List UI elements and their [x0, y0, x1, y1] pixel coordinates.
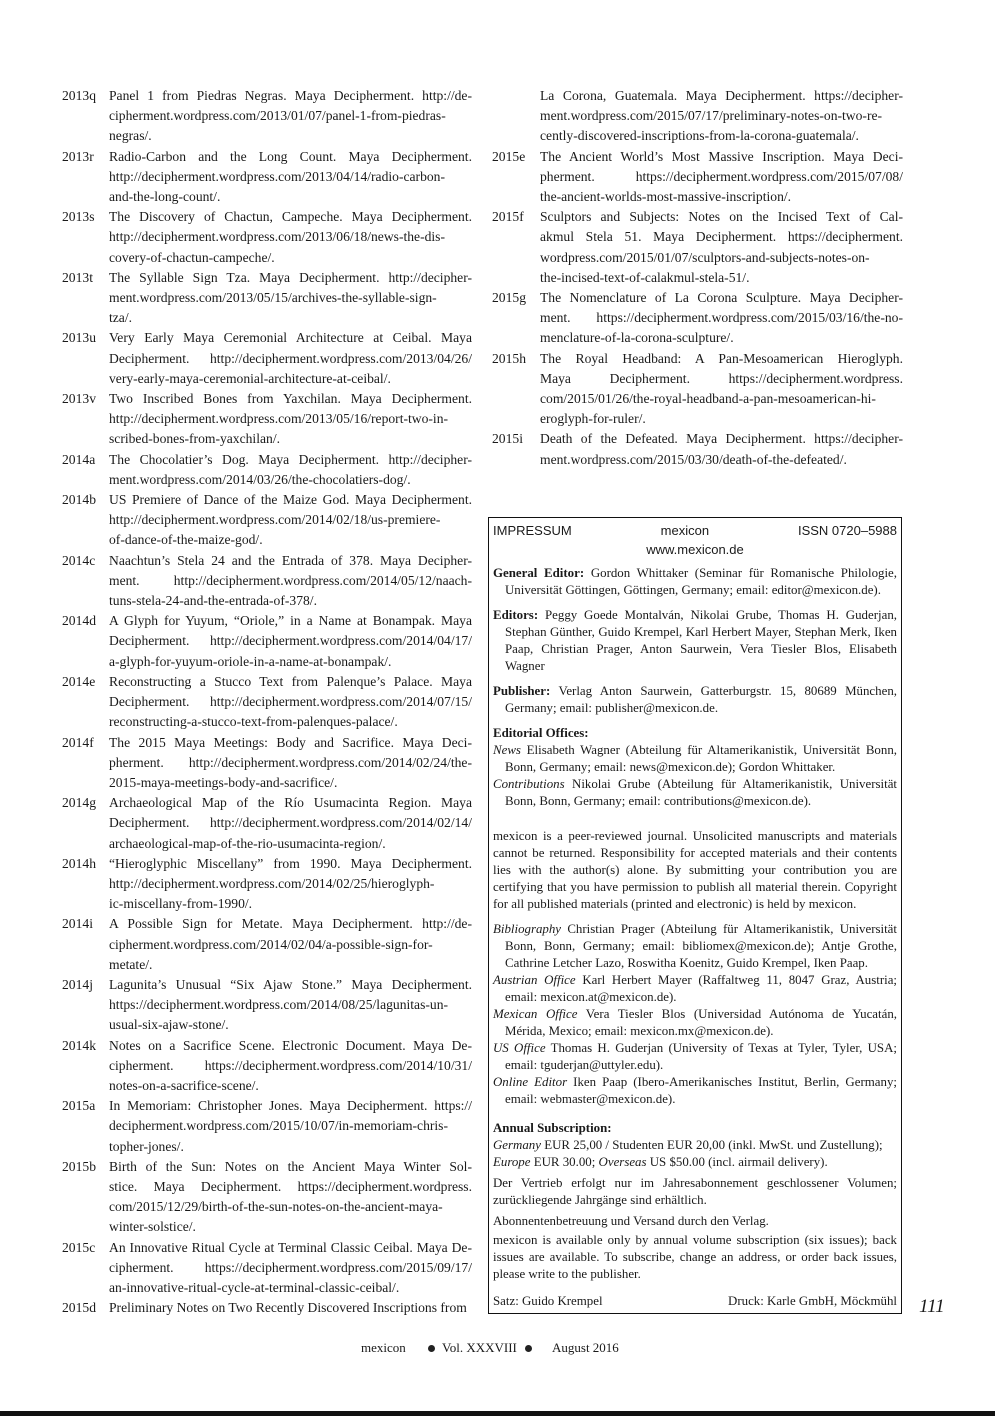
reference-entry — [62, 268, 472, 329]
reference-line: http://decipherment.wordpress.com/2013/06/18/news-the-dis- — [109, 229, 446, 245]
reference-key: 2014c — [62, 552, 96, 568]
reference-line: com/2015/12/29/birth-of-the-sun-notes-on-the-ancient-maya- — [109, 1199, 443, 1215]
reference-key: 2014j — [62, 976, 93, 992]
reference-text — [109, 268, 472, 329]
news-office: News Elisabeth Wagner (Abteilung für Altamerikanistik, Universität Bonn, Bonn, Germany; email: news@mexicon.de); Gordon Whittaker. — [493, 743, 897, 774]
reference-entry — [62, 672, 472, 733]
reference-line: eroglyph-for-ruler/. — [540, 411, 646, 427]
reference-key: 2013q — [62, 88, 96, 103]
reference-line: cently-discovered-inscriptions-from-la-corona-guatemala/. — [540, 128, 859, 144]
reference-text — [109, 1157, 472, 1238]
impressum-footer — [493, 1293, 897, 1310]
reference-key: 2013t — [62, 269, 93, 285]
reference-entry — [492, 429, 903, 469]
reference-key: 2015d — [62, 1300, 96, 1316]
reference-text — [109, 672, 472, 733]
reference-line: winter-solstice/. — [109, 1219, 196, 1235]
reference-line: com/2015/01/26/the-royal-headband-a-pan-mesoamerican-hi- — [540, 391, 876, 407]
reference-line: notes-on-a-sacrifice-scene/. — [109, 1077, 259, 1093]
reference-line: “Hieroglyphic Miscellany” from 1990. Maya Decipherment. — [109, 855, 472, 871]
reference-line: Very Early Maya Ceremonial Architecture at Ceibal. Maya — [109, 330, 472, 346]
reference-line: ment. https://decipherment.wordpress.com/2015/03/16/the-no- — [540, 310, 903, 326]
page-number: 111 — [919, 1296, 945, 1317]
footer-volume: Vol. XXXVIII — [442, 1340, 517, 1355]
annual-subscription: Annual Subscription: Germany EUR 25,00 / Studenten EUR 20,00 (inkl. MwSt. und Zustellung); Europe EUR 30.00; Overseas US $50.00 (incl. airmail delivery). — [493, 1121, 883, 1169]
reference-line: ment.wordpress.com/2013/05/15/archives-the-syllable-sign- — [109, 290, 437, 306]
reference-text — [109, 1036, 472, 1097]
reference-entry — [62, 1157, 472, 1238]
reference-line: http://decipherment.wordpress.com/2013/04/14/radio-carbon- — [109, 168, 445, 184]
reference-line: Two Inscribed Bones from Yaxchilan. Maya Decipherment. — [109, 391, 472, 407]
reference-key: 2014f — [62, 734, 94, 750]
reference-line: tza/. — [109, 310, 133, 326]
reference-line: Decipherment. http://decipherment.wordpress.com/2014/02/14/ — [109, 815, 472, 831]
editorial-offices — [493, 725, 897, 810]
reference-entry — [492, 207, 903, 288]
impressum-box — [488, 517, 902, 1314]
reference-line: Death of the Defeated. Maya Decipherment. https://decipher- — [540, 431, 903, 447]
reference-entry — [62, 611, 472, 672]
reference-line: http://decipherment.wordpress.com/2013/05/16/report-two-in- — [109, 411, 449, 427]
reference-line: scribed-bones-from-yaxchilan/. — [109, 431, 280, 447]
reference-key: 2014b — [62, 492, 96, 508]
reference-key: 2014h — [62, 855, 96, 871]
reference-text — [109, 86, 472, 147]
reference-line: the-ancient-worlds-most-massive-inscription/. — [540, 189, 792, 205]
reference-line: The Syllable Sign Tza. Maya Decipherment. http://decipher- — [109, 269, 472, 285]
reference-text — [109, 733, 472, 794]
reference-entry — [62, 450, 472, 490]
reference-line: A Possible Sign for Metate. Maya Decipherment. http://de- — [109, 916, 472, 932]
references-left-column — [62, 86, 472, 1318]
reference-line: negras/. — [109, 128, 152, 144]
reference-line: In Memoriam: Christopher Jones. Maya Decipherment. https:// — [109, 1098, 472, 1114]
reference-text — [109, 611, 472, 672]
reference-line: of-dance-of-the-maize-god/. — [109, 532, 263, 548]
reference-line: US Premiere of Dance of the Maize God. Maya Decipherment. — [109, 492, 472, 508]
editorial-offices-label: Editorial Offices: — [493, 726, 589, 740]
reference-line: the-incised-text-of-calakmul-stela-51/. — [540, 269, 750, 285]
reference-entry — [492, 147, 903, 208]
reference-key: 2015b — [62, 1158, 96, 1174]
reference-line: an-innovative-ritual-cycle-at-terminal-classic-ceibal/. — [109, 1279, 400, 1295]
reference-key: 2013v — [62, 391, 96, 407]
regional-offices — [493, 921, 897, 1108]
reference-line: Birth of the Sun: Notes on the Ancient Maya Winter Sol- — [109, 1158, 472, 1174]
reference-line: akmul Stela 51. Maya Decipherment. https://decipherment. — [540, 229, 903, 245]
reference-line: tuns-stela-24-and-the-entrada-of-378/. — [109, 593, 317, 609]
reference-line: The Ancient World’s Most Massive Inscription. Maya Deci- — [540, 148, 903, 164]
reference-line: cipherment. https://decipherment.wordpress.com/2014/10/31/ — [109, 1057, 472, 1073]
reference-entry — [62, 914, 472, 975]
reference-key: 2015i — [492, 431, 523, 447]
reference-line: menclature-of-la-corona-sculpture/. — [540, 330, 734, 346]
reference-entry — [62, 86, 472, 147]
bullet-icon — [428, 1345, 435, 1352]
reference-line: a-glyph-for-yuyum-oriole-in-a-name-at-bonampak/. — [109, 653, 392, 669]
reference-entry — [62, 854, 472, 915]
reference-key: 2015c — [62, 1239, 96, 1255]
reference-text — [540, 288, 903, 349]
reference-key: 2015e — [492, 148, 526, 164]
bullet-icon — [525, 1345, 532, 1352]
reference-text — [109, 1096, 472, 1157]
druck-credit: Druck: Karle GmbH, Möckmühl — [728, 1294, 897, 1308]
contributions-office: Contributions Nikolai Grube (Abteilung für Altamerikanistik, Universität Bonn, Bonn, Germany; email: contributions@mexicon.de). — [493, 777, 898, 808]
reference-line: metate/. — [109, 956, 153, 972]
reference-line: Decipherment. http://decipherment.wordpress.com/2014/04/17/ — [109, 633, 472, 649]
reference-line: cipherment. https://decipherment.wordpress.com/2015/09/17/ — [109, 1259, 472, 1275]
reference-line: pherment. https://decipherment.wordpress.com/2015/07/08/ — [540, 168, 903, 184]
reference-line: 2015-maya-meetings-body-and-sacrifice/. — [109, 774, 338, 790]
reference-text — [109, 490, 472, 551]
reference-text — [540, 147, 903, 208]
reference-line: usual-six-ajaw-stone/. — [109, 1017, 229, 1033]
reference-entry — [492, 86, 903, 147]
reference-key: 2014i — [62, 916, 93, 932]
reference-line: ment. http://decipherment.wordpress.com/2014/05/12/naach- — [109, 572, 472, 588]
reference-text — [109, 328, 472, 389]
reference-line: The Discovery of Chactun, Campeche. Maya Decipherment. — [109, 209, 472, 225]
reference-line: La Corona, Guatemala. Maya Decipherment. https://decipher- — [540, 88, 903, 103]
reference-line: http://decipherment.wordpress.com/2014/02/18/us-premiere- — [109, 512, 441, 528]
reference-line: archaeological-map-of-the-rio-usumacinta-region/. — [109, 835, 386, 851]
reference-entry — [62, 1096, 472, 1157]
online-editor: Online Editor Iken Paap (Ibero-Amerikanisches Institut, Berlin, Germany; email: webmaster@mexicon.de). — [493, 1075, 897, 1106]
impressum-label: IMPRESSUM — [493, 523, 572, 538]
reference-entry — [62, 490, 472, 551]
reference-entry — [62, 975, 472, 1036]
reference-line: Lagunita’s Unusual “Six Ajaw Stone.” Maya Decipherment. — [109, 976, 472, 992]
reference-key: 2015g — [492, 290, 526, 306]
reference-line: Naachtun’s Stela 24 and the Entrada of 378. Maya Decipher- — [109, 552, 472, 568]
impressum-header — [493, 521, 897, 540]
reference-entry — [62, 1238, 472, 1299]
reference-line: The Chocolatier’s Dog. Maya Decipherment. http://decipher- — [109, 451, 472, 467]
mexican-office: Mexican Office Vera Tiesler Blos (Universidad Autónoma de Yucatán, Mérida, Mexico; email: mexicon.mx@mexicon.de). — [493, 1007, 897, 1038]
availability-note: mexicon is available only by annual volume subscription (six issues); back issues are available. To subscribe, change an address, or order back issues, please write to the publisher. — [493, 1233, 897, 1281]
reference-line: The Nomenclature of La Corona Sculpture. Maya Decipher- — [540, 290, 903, 306]
reference-entry — [492, 288, 903, 349]
reference-text — [540, 207, 903, 288]
reference-line: Archaeological Map of the Río Usumacinta Region. Maya — [109, 795, 472, 811]
reference-line: The 2015 Maya Meetings: Body and Sacrifice. Maya Deci- — [109, 734, 472, 750]
references-right-column — [492, 86, 903, 470]
reference-line: Decipherment. http://decipherment.wordpress.com/2014/07/15/ — [109, 694, 472, 710]
reference-line: cipherment.wordpress.com/2014/02/04/a-possible-sign-for- — [109, 936, 433, 952]
reference-line: decipherment.wordpress.com/2015/10/07/in-memoriam-chris- — [109, 1118, 449, 1134]
reference-key: 2013r — [62, 148, 94, 164]
reference-line: https://decipherment.wordpress.com/2014/08/25/lagunitas-un- — [109, 997, 449, 1013]
reference-text — [109, 854, 472, 915]
reference-key: 2014k — [62, 1037, 96, 1053]
reference-line: ment.wordpress.com/2015/03/30/death-of-the-defeated/. — [540, 451, 847, 467]
us-office: US Office Thomas H. Guderjan (University of Texas at Tyler, Tyler, USA; email: tguderjan@uttyler.edu). — [493, 1041, 897, 1072]
reference-entry — [62, 1036, 472, 1097]
reference-line: Reconstructing a Stucco Text from Palenque’s Palace. Maya — [109, 673, 472, 689]
reference-line: and-the-long-count/. — [109, 189, 221, 205]
reference-entry — [62, 389, 472, 450]
austrian-office: Austrian Office Karl Herbert Mayer (Raffaltweg 11, 8047 Graz, Austria; email: mexicon.at@mexicon.de). — [493, 973, 897, 1004]
reference-line: An Innovative Ritual Cycle at Terminal Classic Ceibal. Maya De- — [109, 1239, 472, 1255]
reference-line: very-early-maya-ceremonial-architecture-at-ceibal/. — [109, 370, 391, 386]
reference-line: covery-of-chactun-campeche/. — [109, 249, 275, 265]
impressum-journal: mexicon — [660, 523, 710, 538]
reference-entry — [62, 551, 472, 612]
peer-review-note: mexicon is a peer-reviewed journal. Unsolicited manuscripts and materials cannot be returned. Responsibility for accepted materials and their contents lies with the author(s) alone. By submitting your contribution you are certifying that you have permission to publish all material therein. Copyright for all published materials (printed and electronic) is held by mexicon. — [493, 829, 897, 911]
reference-text — [109, 450, 472, 490]
vertrieb-note: Der Vertrieb erfolgt nur im Jahresabonnement geschlossener Volumen; zurückliegende Jahrgänge sind erhältlich. — [493, 1176, 897, 1207]
reference-key: 2014e — [62, 673, 96, 689]
reference-text — [109, 551, 472, 612]
reference-line: topher-jones/. — [109, 1138, 184, 1154]
reference-text — [540, 429, 903, 469]
reference-line: reconstructing-a-stucco-text-from-palenques-palace/. — [109, 714, 398, 730]
reference-key — [492, 86, 540, 147]
reference-text — [540, 349, 903, 430]
reference-text — [109, 147, 472, 208]
reference-line: pherment. http://decipherment.wordpress.com/2014/02/24/the- — [109, 754, 472, 770]
reference-line: ment.wordpress.com/2014/03/26/the-chocolatiers-dog/. — [109, 471, 411, 487]
reference-line: stice. Maya Decipherment. https://decipherment.wordpress. — [109, 1178, 472, 1194]
reference-entry — [492, 349, 903, 430]
reference-line: Decipherment. http://decipherment.wordpress.com/2013/04/26/ — [109, 350, 472, 366]
bottom-rule — [0, 1411, 995, 1416]
footer-journal: mexicon — [361, 1340, 406, 1355]
publisher: Publisher: Verlag Anton Saurwein, Gatterburgstr. 15, 80689 München, Germany; email: publisher@mexicon.de. — [493, 684, 897, 715]
reference-line: A Glyph for Yuyum, “Oriole,” in a Name at Bonampak. Maya — [109, 613, 472, 629]
reference-line: ment.wordpress.com/2015/07/17/preliminary-notes-on-two-re- — [540, 108, 883, 124]
reference-key: 2015h — [492, 350, 526, 366]
satz-credit: Satz: Guido Krempel — [493, 1294, 603, 1308]
reference-key: 2015f — [492, 209, 524, 225]
impressum-url[interactable]: www.mexicon.de — [646, 542, 744, 557]
reference-text — [109, 914, 472, 975]
reference-line: The Royal Headband: A Pan-Mesoamerican Hieroglyph. — [540, 350, 903, 366]
general-editor: General Editor: Gordon Whittaker (Seminar für Romanische Philologie, Universität Göttingen, Göttingen, Germany; email: editor@mexicon.de). — [493, 566, 897, 597]
reference-entry — [62, 328, 472, 389]
reference-line: cipherment.wordpress.com/2013/01/07/panel-1-from-piedras- — [109, 108, 446, 124]
impressum-issn: ISSN 0720–5988 — [797, 523, 897, 538]
reference-line: Maya Decipherment. https://decipherment.wordpress. — [540, 370, 903, 386]
reference-line: wordpress.com/2015/01/07/sculptors-and-subjects-notes-on- — [540, 249, 870, 265]
reference-entry — [62, 207, 472, 268]
editors: Editors: Peggy Goede Montalván, Nikolai Grube, Thomas H. Guderjan, Stephan Günther, Guido Krempel, Karl Herbert Mayer, Stephan Merk, Iken Paap, Christian Prager, Anton Saurwein, Vera Tiesler Blos, Elisabeth Wagner — [493, 608, 897, 673]
reference-entry — [62, 793, 472, 854]
reference-line: Sculptors and Subjects: Notes on the Incised Text of Cal- — [540, 209, 903, 225]
reference-text — [109, 975, 472, 1036]
reference-line: Radio-Carbon and the Long Count. Maya Decipherment. — [109, 148, 472, 164]
reference-key: 2015a — [62, 1098, 96, 1114]
reference-line: ic-miscellany-from-1990/. — [109, 896, 253, 912]
reference-entry — [62, 147, 472, 208]
reference-text — [109, 207, 472, 268]
reference-key: 2013s — [62, 209, 95, 225]
reference-key: 2014a — [62, 451, 96, 467]
bibliography-office: Bibliography Christian Prager (Abteilung für Altamerikanistik, Universität Bonn, Bonn, Germany; email: bibliomex@mexicon.de); Antje Grothe, Cathrine Letcher Lazo, Roswitha Koenitz, Guido Krempel, Iken Paap. — [493, 922, 897, 970]
reference-entry — [62, 733, 472, 794]
reference-entry — [62, 1298, 472, 1318]
reference-key: 2014d — [62, 613, 96, 629]
reference-key: 2014g — [62, 795, 96, 811]
reference-line: http://decipherment.wordpress.com/2014/02/25/hieroglyph- — [109, 875, 435, 891]
reference-text — [109, 389, 472, 450]
reference-line: Preliminary Notes on Two Recently Discovered Inscriptions from — [109, 1300, 467, 1316]
reference-key: 2013u — [62, 330, 96, 346]
abo-note: Abonnentenbetreuung und Versand durch den Verlag. — [493, 1214, 769, 1228]
reference-text — [540, 86, 903, 147]
footer-date: August 2016 — [552, 1340, 619, 1355]
reference-text — [109, 1238, 472, 1299]
reference-text — [109, 1298, 472, 1318]
reference-line: Notes on a Sacrifice Scene. Electronic Document. Maya De- — [109, 1037, 472, 1053]
reference-line: Panel 1 from Piedras Negras. Maya Decipherment. http://de- — [109, 88, 472, 103]
reference-text — [109, 793, 472, 854]
